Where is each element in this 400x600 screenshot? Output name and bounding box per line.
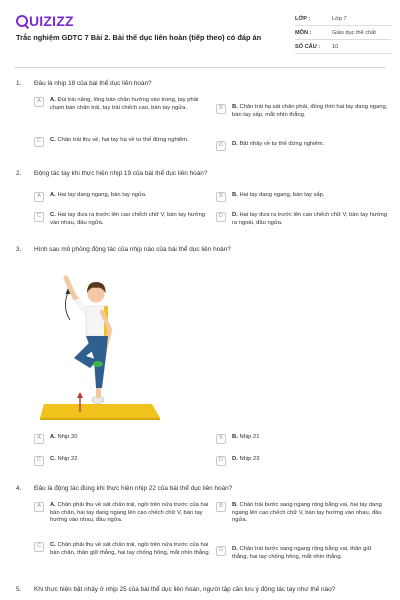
- option-body: [50, 137, 189, 145]
- option-c[interactable]: [34, 212, 210, 227]
- option-body: [232, 141, 324, 149]
- option-a[interactable]: [34, 97, 210, 112]
- question-number: 1.: [16, 80, 22, 87]
- option-letter: A.: [50, 97, 56, 103]
- option-letter: C.: [50, 137, 56, 143]
- option-letter: C.: [50, 212, 56, 218]
- question-text: Đâu là nhịp 18 của bài thể dục liên hoàn?: [34, 80, 152, 87]
- question-number: 2.: [16, 170, 22, 177]
- option-text: Nhịp 22: [57, 456, 78, 462]
- meta-value: Lớp 7: [332, 15, 347, 22]
- ankle: [96, 388, 101, 398]
- option-letter: C.: [50, 456, 56, 462]
- meta-value: Giáo dục thể chất: [332, 29, 376, 36]
- exercise-mat-edge: [40, 418, 160, 420]
- option-body: [232, 456, 259, 464]
- option-text: Chân trái hạ sát chân phải, đồng thời hai tay dang ngang, bàn tay sấp, mắt nhìn thẳng.: [232, 104, 388, 118]
- option-box: B: [216, 434, 226, 444]
- question-number: 4.: [16, 485, 22, 492]
- option-box: B: [216, 104, 226, 114]
- meta-key: SỐ CÂU :: [295, 43, 321, 50]
- option-text: Nhịp 23: [239, 456, 260, 462]
- option-text: Hai tay dang ngang, bàn tay ngửa.: [57, 192, 147, 198]
- option-c[interactable]: [34, 456, 210, 466]
- logo-q-mark: [16, 15, 28, 27]
- option-body: [50, 434, 77, 442]
- option-box: D: [216, 546, 226, 556]
- option-letter: A.: [50, 502, 56, 508]
- question-number: 5.: [16, 586, 22, 593]
- option-box: B: [216, 192, 226, 202]
- option-box: A: [34, 434, 44, 444]
- option-text: Bật nhảy về tư thế đứng nghiêm.: [239, 141, 325, 147]
- option-text: Chân phải thu về sát chân trái, ngồi trên nửa trước của hai bàn chân, hai tay dang ngang lên cao chếch chữ V, bàn tay hướng vào nhau, đầu ngửa.: [50, 502, 209, 524]
- shoe: [93, 361, 103, 367]
- option-text: Hai tay đưa ra trước lên cao chếch chữ V, bàn tay hướng ra ngoài, đầu ngửa.: [232, 212, 388, 226]
- option-box: A: [34, 97, 44, 107]
- option-d[interactable]: [216, 546, 388, 561]
- meta-row-count: [295, 40, 391, 54]
- option-letter: B.: [232, 192, 238, 198]
- option-text: Nhịp 21: [239, 434, 260, 440]
- option-body: [50, 192, 147, 200]
- question-text: Hình sau mô phỏng động tác của nhịp nào của bài thể dục liên hoàn?: [34, 246, 231, 253]
- meta-key: MÔN :: [295, 29, 312, 36]
- option-letter: D.: [232, 141, 238, 147]
- option-box: C: [34, 456, 44, 466]
- option-body: [50, 97, 210, 112]
- option-box: C: [34, 137, 44, 147]
- option-body: [50, 502, 212, 525]
- exercise-mat: [40, 404, 160, 418]
- option-b[interactable]: [216, 104, 388, 119]
- option-a[interactable]: [34, 192, 210, 202]
- option-text: Đùi trái nâng, lòng bàn chân hướng vào trong, tay phải chạm bàn chân trái, tay trái chếch cao, bàn tay ngửa.: [50, 97, 199, 111]
- option-c[interactable]: [34, 137, 204, 147]
- option-b[interactable]: [216, 434, 388, 444]
- option-text: Chân trái bước sang ngang rộng bằng vai, hai tay dang ngang lên cao chếch chữ V, bàn tay hướng vào nhau, đầu ngửa.: [232, 502, 382, 524]
- option-a[interactable]: [34, 434, 210, 444]
- header-divider: [14, 67, 386, 68]
- option-body: [232, 546, 388, 561]
- option-d[interactable]: [216, 456, 388, 466]
- option-text: Chân phải thu về sát chân trái, ngồi trên nửa trước của hai bàn chân, thân giữ thẳng, hai tay chống hông, mắt nhìn thẳng.: [50, 542, 211, 556]
- option-box: D: [216, 212, 226, 222]
- option-a[interactable]: [34, 502, 212, 525]
- option-letter: C.: [50, 542, 56, 548]
- question-text: Động tác tay khi thực hiện nhịp 19 của bài thể dục liên hoàn?: [34, 170, 208, 177]
- meta-row-class: [295, 12, 391, 26]
- option-text: Hai tay dang ngang, bàn tay sấp.: [239, 192, 325, 198]
- option-box: C: [34, 212, 44, 222]
- meta-key: LỚP :: [295, 15, 311, 22]
- option-box: D: [216, 141, 226, 151]
- exercise-illustration: [40, 268, 162, 420]
- worksheet-header: [0, 0, 400, 62]
- option-text: Chân trái bước sang ngang rộng bằng vai, thân giữ thẳng, hai tay chống hông, mắt nhìn thẳng.: [232, 546, 372, 560]
- option-letter: B.: [232, 434, 238, 440]
- option-text: Hai tay đưa ra trước lên cao chếch chữ V, bàn tay hướng vào nhau, đầu ngửa.: [50, 212, 206, 226]
- option-box: A: [34, 192, 44, 202]
- option-box: A: [34, 502, 44, 512]
- option-c[interactable]: [34, 542, 212, 557]
- option-body: [232, 104, 388, 119]
- option-letter: A.: [50, 434, 56, 440]
- arrowhead-icon: [77, 392, 83, 398]
- option-body: [232, 434, 259, 442]
- motion-arrow-arm: [65, 292, 70, 320]
- option-box: C: [34, 542, 44, 552]
- option-letter: A.: [50, 192, 56, 198]
- page-title: Trắc nghiệm GDTC 7 Bài 2. Bài thể dục liên hoàn (tiếp theo) có đáp án: [16, 33, 262, 42]
- option-body: [232, 502, 388, 525]
- question-number: 3.: [16, 246, 22, 253]
- option-b[interactable]: [216, 502, 388, 525]
- meta-value: 10: [332, 43, 339, 50]
- option-body: [232, 212, 388, 227]
- option-body: [50, 456, 77, 464]
- option-letter: D.: [232, 456, 238, 462]
- option-letter: D.: [232, 212, 238, 218]
- question-text: Đâu là động tác đúng khi thực hiện nhịp 22 của bài thể dục liên hoàn?: [34, 485, 233, 492]
- option-body: [50, 542, 212, 557]
- option-body: [50, 212, 210, 227]
- option-b[interactable]: [216, 192, 388, 202]
- quizizz-logo: [16, 13, 74, 29]
- option-letter: D.: [232, 546, 238, 552]
- option-letter: B.: [232, 104, 238, 110]
- meta-table: [295, 12, 391, 54]
- meta-row-subject: [295, 26, 391, 40]
- option-d[interactable]: [216, 212, 388, 227]
- option-d[interactable]: [216, 141, 388, 151]
- option-text: Nhịp 20: [57, 434, 78, 440]
- logo-text: UIZIZZ: [29, 13, 74, 29]
- option-body: [232, 192, 325, 200]
- option-box: D: [216, 456, 226, 466]
- option-text: Chân trái thu về, hai tay hạ về tư thế đứng nghiêm.: [57, 137, 189, 143]
- option-box: B: [216, 502, 226, 512]
- option-letter: B.: [232, 502, 238, 508]
- question-text: Khi thực hiện bật nhảy ở nhịp 25 của bài thể dục liên hoàn, người tập cần lưu ý động tác tay như thế nào?: [34, 586, 336, 593]
